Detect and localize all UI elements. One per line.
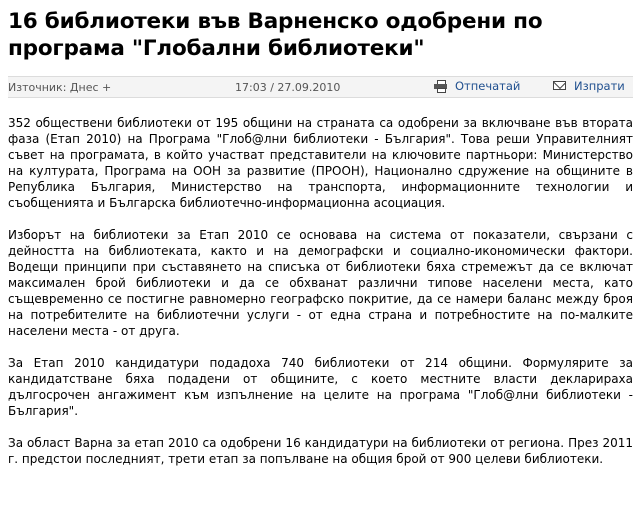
article-paragraph: Изборът на библиотеки за Етап 2010 се основава на система от показатели, свързани с дейността на библиотеката, както и на демографски и социално-икономически фактори. Водещи принципи при съставянето на списъка от библиотеки бяха стремежът да се включат максимален брой библиотеки и да се обхванат различни типове населени места, като същевременно се постигне равномерно географско покритие, да се намери баланс между броя на потребителите на библиотечни услуги - от една страна и потребностите на по-малките населени места - от друга. bbox=[8, 228, 633, 338]
source-label: Източник: Днес + bbox=[8, 81, 112, 94]
send-link[interactable] bbox=[553, 79, 625, 93]
print-link-label[interactable]: Отпечатай bbox=[455, 79, 521, 93]
article-paragraph: За област Варна за етап 2010 са одобрени 16 кандидатури на библиотеки от региона. През 2011 г. предстои последният, трети етап за попълване на общия брой от 900 целеви библиотеки. bbox=[8, 436, 633, 466]
printer-icon[interactable] bbox=[434, 79, 448, 93]
page-title: 16 библиотеки във Варненско одобрени по програма "Глобални библиотеки" bbox=[8, 9, 543, 61]
envelope-icon[interactable] bbox=[553, 79, 567, 93]
publish-date: 17:03 / 27.09.2010 bbox=[235, 81, 341, 94]
article-meta-bar bbox=[8, 76, 633, 98]
article-paragraph: 352 обществени библиотеки от 195 общини на страната са одобрени за включване във втората фаза (Етап 2010) на Програма "Глоб@лни библиотеки - България". Това реши Управителният съвет на програмата, в който участват представители на ключовите партньори: Министерство на културата, Програма на ООН за развитие (ПРООН), Национално сдружение на общините в Република България, Министерство на транспорта, информационните технологии и съобщенията и Българска библиотечно-информационна асоциация. bbox=[8, 116, 633, 210]
print-link[interactable] bbox=[434, 79, 520, 93]
article-paragraph: За Етап 2010 кандидатури подадоха 740 библиотеки от 214 общини. Формулярите за кандидатстване бяха подадени от общините, с което местните власти декларираха дългосрочен ангажимент към изпълнение на целите на програма "Глоб@лни библиотеки - България". bbox=[8, 356, 633, 418]
send-link-label[interactable]: Изпрати bbox=[574, 79, 625, 93]
article-body bbox=[8, 115, 633, 467]
